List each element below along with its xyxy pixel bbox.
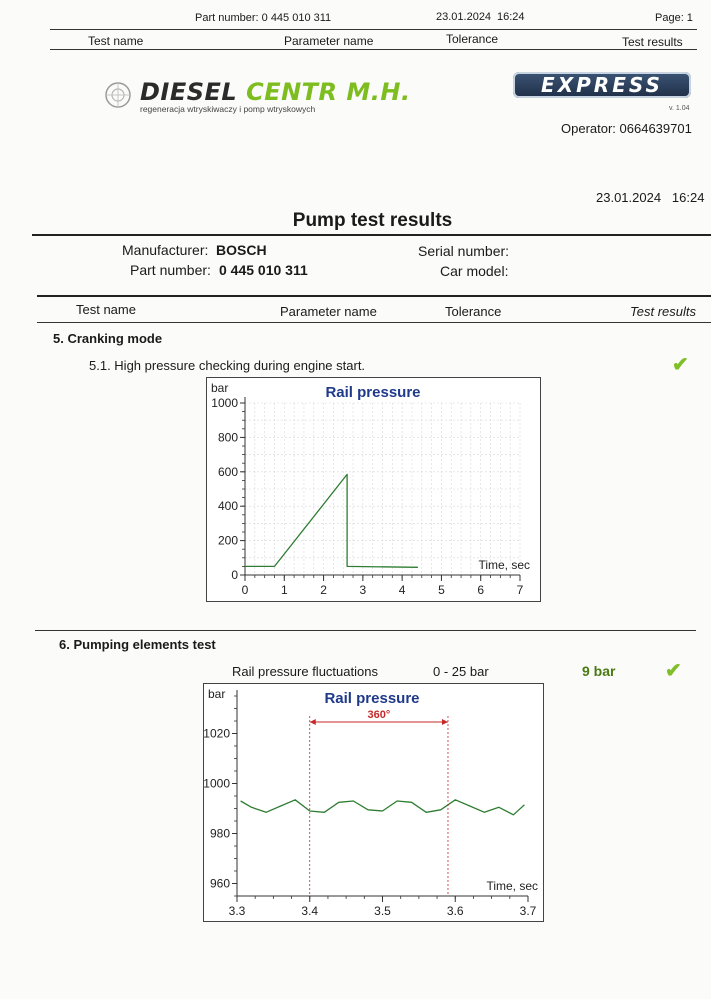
x-tick-label: 3.3 (228, 904, 246, 918)
y-tick-label: 960 (209, 876, 230, 891)
x-tick-label: 5 (438, 583, 445, 597)
injector-logo-icon (103, 80, 133, 110)
serial-number-label: Serial number: (418, 243, 510, 259)
x-tick-label: 2 (320, 583, 327, 597)
chart-title: Rail pressure (325, 384, 421, 401)
part-number-value: 0 445 010 311 (219, 262, 308, 278)
manufacturer-value: BOSCH (216, 242, 267, 258)
period-annotation: 360° (367, 709, 391, 721)
y-tick-label: 1000 (211, 396, 238, 410)
print-col-test-results: Test results (622, 35, 683, 49)
section6-title: 6. Pumping elements test (59, 637, 216, 652)
x-tick-label: 3.6 (446, 904, 464, 918)
x-tick-label: 3.7 (519, 904, 537, 918)
col-test-name: Test name (76, 302, 136, 317)
print-col-test-name: Test name (88, 34, 144, 48)
x-tick-label: 3 (359, 583, 367, 597)
print-header-line-bottom (50, 49, 697, 50)
section5-title: 5. Cranking mode (53, 331, 163, 346)
company-logo (140, 78, 411, 106)
company-tagline: regeneracja wtryskiwaczy i pomp wtryskowych (140, 104, 316, 114)
operator: Operator: 0664639701 (561, 121, 692, 136)
express-logo: EXPRESS (513, 72, 691, 98)
manufacturer-label: Manufacturer: (122, 242, 209, 258)
columns-rule-top (37, 295, 711, 297)
col-tolerance: Tolerance (445, 304, 502, 319)
section6-parameter: Rail pressure fluctuations (232, 664, 378, 679)
y-tick-label: 600 (217, 464, 238, 479)
chart-cranking-frame (206, 377, 541, 602)
car-model-label: Car model: (440, 263, 509, 279)
print-header-line-top (50, 29, 697, 30)
x-tick-label: 1 (280, 583, 288, 597)
print-col-tolerance: Tolerance (446, 32, 499, 46)
x-tick-label: 0 (241, 583, 249, 597)
col-parameter-name: Parameter name (280, 304, 377, 319)
y-tick-label: 1020 (204, 726, 230, 741)
x-tick-label: 6 (477, 583, 485, 597)
print-page: Page: 1 (655, 12, 693, 24)
print-col-parameter-name: Parameter name (284, 34, 374, 48)
report-title: Pump test results (292, 210, 453, 231)
chart-cranking (207, 378, 540, 601)
y-tick-label: 800 (217, 430, 238, 445)
company-name-part1: DIESEL (140, 78, 247, 106)
checkmark-icon: ✔ (672, 354, 689, 376)
print-time: 16:24 (497, 11, 525, 23)
report-datetime: 23.01.2024 16:24 (596, 190, 705, 205)
title-rule (32, 234, 711, 236)
series-line (241, 800, 525, 815)
period-arrowhead-left (310, 719, 316, 725)
section5-item: 5.1. High pressure checking during engine start. (89, 358, 366, 373)
y-axis-label: bar (211, 381, 229, 395)
y-tick-label: 1000 (204, 776, 230, 791)
y-axis-label: bar (208, 687, 226, 701)
print-part-number: Part number: 0 445 010 311 (195, 12, 332, 24)
chart-fluctuation (204, 684, 543, 921)
y-tick-label: 0 (231, 568, 238, 582)
checkmark-icon-2: ✔ (665, 660, 682, 682)
col-test-results: Test results (630, 304, 696, 319)
y-tick-label: 980 (209, 826, 230, 841)
x-tick-label: 7 (516, 583, 524, 597)
section6-tolerance: 0 - 25 bar (433, 664, 489, 679)
section-divider (35, 630, 696, 631)
chart-fluctuation-frame (203, 683, 544, 922)
chart-title: Rail pressure (324, 690, 420, 707)
x-axis-label: Time, sec (478, 558, 530, 572)
period-arrowhead-right (442, 719, 448, 725)
y-tick-label: 200 (217, 533, 238, 548)
company-name-part2: CENTR M.H. (246, 78, 411, 106)
columns-rule-bottom (37, 322, 711, 323)
x-tick-label: 3.5 (374, 904, 391, 918)
part-number-label: Part number: (130, 262, 211, 278)
x-tick-label: 3.4 (301, 904, 319, 918)
print-date: 23.01.2024 (436, 11, 492, 23)
y-tick-label: 400 (217, 499, 238, 514)
x-tick-label: 4 (398, 583, 406, 597)
x-axis-label: Time, sec (486, 879, 538, 893)
series-line (245, 474, 418, 567)
software-version: v. 1.04 (669, 105, 690, 112)
section6-result: 9 bar (582, 663, 616, 679)
